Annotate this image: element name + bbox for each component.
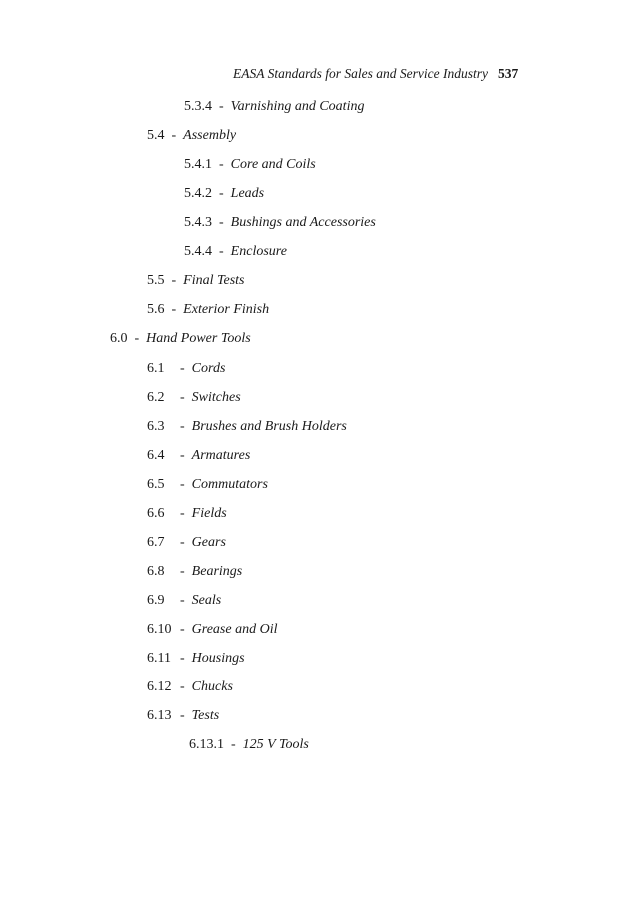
toc-number: 5.4.2: [184, 186, 212, 201]
toc-separator: -: [180, 651, 185, 666]
toc-title: Commutators: [191, 477, 268, 492]
toc-number: 6.11: [147, 651, 171, 666]
toc-item-6-7: [147, 534, 226, 552]
toc-item-6-8: [147, 563, 242, 581]
toc-separator: -: [219, 186, 224, 201]
toc-item-6-0: [110, 330, 251, 348]
toc-number: 6.13: [147, 708, 172, 723]
toc-number: 6.3: [147, 419, 165, 434]
toc-separator: -: [219, 215, 224, 230]
toc-item-6-2: [147, 389, 241, 407]
header-title: EASA Standards for Sales and Service Industry: [233, 66, 488, 81]
page-number: 537: [498, 66, 519, 81]
toc-separator: -: [219, 157, 224, 172]
toc-separator: -: [231, 737, 236, 752]
toc-item-6-6: [147, 505, 227, 523]
toc-title: Chucks: [191, 679, 233, 694]
toc-separator: -: [180, 622, 185, 637]
toc-title: Bushings and Accessories: [230, 215, 376, 230]
toc-item-6-12: [147, 678, 233, 696]
toc-item-6-11: [147, 650, 245, 668]
toc-title: Bearings: [191, 564, 243, 579]
toc-item-6-13: [147, 707, 219, 725]
toc-title: Varnishing and Coating: [230, 99, 365, 114]
toc-item-5-6: [147, 301, 269, 319]
toc-separator: -: [219, 99, 224, 114]
toc-number: 5.6: [147, 302, 165, 317]
toc-title: Switches: [191, 390, 241, 405]
toc-item-5-5: [147, 272, 245, 290]
toc-item-6-1: [147, 360, 225, 378]
toc-number: 5.4.3: [184, 215, 212, 230]
toc-title: Fields: [191, 506, 227, 521]
toc-title: Final Tests: [183, 273, 245, 288]
toc-title: Hand Power Tools: [146, 331, 251, 346]
toc-title: Gears: [191, 535, 226, 550]
toc-separator: -: [180, 448, 185, 463]
toc-title: Housings: [191, 651, 245, 666]
toc-separator: -: [180, 564, 185, 579]
toc-title: Exterior Finish: [183, 302, 270, 317]
toc-separator: -: [180, 535, 185, 550]
toc-separator: -: [180, 477, 185, 492]
toc-title: Core and Coils: [230, 157, 316, 172]
toc-item-5-4-1: [184, 156, 316, 174]
toc-number: 6.0: [110, 331, 128, 346]
toc-item-6-5: [147, 476, 268, 494]
toc-number: 6.5: [147, 477, 165, 492]
toc-separator: -: [180, 390, 185, 405]
toc-item-5-4-3: [184, 214, 376, 232]
toc-number: 5.4.1: [184, 157, 212, 172]
toc-number: 5.5: [147, 273, 165, 288]
toc-number: 6.4: [147, 448, 165, 463]
toc-separator: -: [180, 679, 185, 694]
toc-title: 125 V Tools: [242, 737, 309, 752]
toc-title: Seals: [191, 593, 222, 608]
toc-number: 5.3.4: [184, 99, 212, 114]
toc-separator: -: [134, 331, 140, 346]
toc-separator: -: [180, 361, 185, 376]
toc-separator: -: [180, 593, 185, 608]
toc-title: Enclosure: [230, 244, 287, 259]
toc-item-5-4-2: [184, 185, 264, 203]
toc-title: Tests: [191, 708, 220, 723]
toc-number: 6.10: [147, 622, 172, 637]
toc-number: 6.1: [147, 361, 165, 376]
toc-number: 5.4.4: [184, 244, 212, 259]
toc-separator: -: [171, 128, 177, 143]
toc-number: 5.4: [147, 128, 165, 143]
toc-item-6-13-1: [189, 736, 309, 754]
toc-title: Armatures: [191, 448, 251, 463]
toc-number: 6.6: [147, 506, 165, 521]
toc-item-6-3: [147, 418, 347, 436]
toc-item-5-4: [147, 127, 236, 145]
toc-number: 6.13.1: [189, 737, 224, 752]
toc-number: 6.12: [147, 679, 172, 694]
toc-title: Cords: [191, 361, 226, 376]
toc-number: 6.8: [147, 564, 165, 579]
running-header: [0, 66, 638, 84]
toc-separator: -: [180, 506, 185, 521]
toc-separator: -: [180, 419, 185, 434]
toc-number: 6.2: [147, 390, 165, 405]
toc-title: Assembly: [183, 128, 237, 143]
toc-item-6-4: [147, 447, 250, 465]
toc-number: 6.9: [147, 593, 165, 608]
toc-item-6-9: [147, 592, 221, 610]
toc-separator: -: [171, 302, 177, 317]
toc-title: Leads: [230, 186, 265, 201]
toc-separator: -: [171, 273, 177, 288]
toc-number: 6.7: [147, 535, 165, 550]
toc-title: Grease and Oil: [191, 622, 278, 637]
toc-item-6-10: [147, 621, 277, 639]
toc-separator: -: [219, 244, 224, 259]
toc-title: Brushes and Brush Holders: [191, 419, 347, 434]
toc-separator: -: [180, 708, 185, 723]
toc-item-5-3-4: [184, 98, 364, 116]
toc-item-5-4-4: [184, 243, 287, 261]
